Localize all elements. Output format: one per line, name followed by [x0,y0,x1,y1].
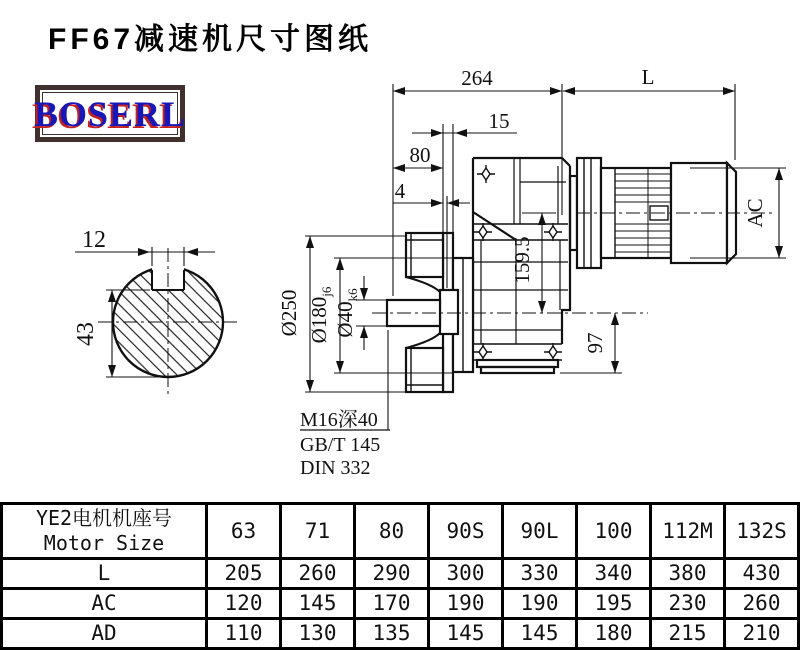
shaft-boss [440,290,458,334]
page-title: FF67减速机尺寸图纸 [48,23,373,56]
col-header: 90L [503,504,577,559]
table-cell: 340 [577,559,651,589]
brand-logo-text: BOSERL [33,93,187,134]
table-cell: 430 [725,559,799,589]
dim-12: 12 [82,227,106,253]
table-cell: 210 [725,619,799,649]
col-header: 80 [355,504,429,559]
table-cell: 260 [281,559,355,589]
table-cell: 190 [429,589,503,619]
dim-97: 97 [583,332,607,354]
table-cell: 300 [429,559,503,589]
table-cell: 110 [207,619,281,649]
col-header: 100 [577,504,651,559]
table-cell: 205 [207,559,281,589]
table-row-AD [2,619,799,649]
note-din: DIN 332 [300,457,371,479]
col-header: 71 [281,504,355,559]
table-header-motor-size [2,504,207,559]
table-header-en: Motor Size [43,531,165,555]
table-cell: 145 [429,619,503,649]
table-cell: 260 [725,589,799,619]
table-cell: 230 [651,589,725,619]
table-header-cn: YE2电机机座号 [35,506,173,530]
table-cell: 330 [503,559,577,589]
table-cell: 120 [207,589,281,619]
dim-dia40: $Ø40_{k6}$ [333,288,360,338]
table-cell: 145 [503,619,577,649]
table-header-row [2,504,799,559]
col-header: 63 [207,504,281,559]
dim-264: 264 [461,66,493,90]
dim-43: 43 [73,322,99,346]
motor-size-table [0,502,800,650]
dim-dia250: Ø250 [277,289,301,337]
dim-AC: AC [743,198,767,228]
row-label: AD [2,619,207,649]
dim-80: 80 [409,143,431,167]
col-header: 112M [651,504,725,559]
table-cell: 130 [281,619,355,649]
dim-dia180: $Ø180_{j6}$ [307,286,334,344]
dim-159-5: 159.5 [510,236,534,284]
col-header: 132S [725,504,799,559]
table-cell: 215 [651,619,725,649]
thread-note [300,330,390,479]
table-cell: 170 [355,589,429,619]
table-cell: 145 [281,589,355,619]
table-cell: 180 [577,619,651,649]
note-tap: M16深40 [300,409,378,431]
dim-15: 15 [488,109,510,133]
table-cell: 380 [651,559,725,589]
row-label: L [2,559,207,589]
table-row-AC [2,589,799,619]
note-gbt: GB/T 145 [300,434,381,456]
row-label: AC [2,589,207,619]
table-cell: 135 [355,619,429,649]
table-cell: 190 [503,589,577,619]
dim-L: L [641,65,655,89]
shaft-end-view [73,227,238,396]
table-cell: 290 [355,559,429,589]
col-header: 90S [429,504,503,559]
dim-4: 4 [394,179,406,203]
table-row-L [2,559,799,589]
table-cell: 195 [577,589,651,619]
